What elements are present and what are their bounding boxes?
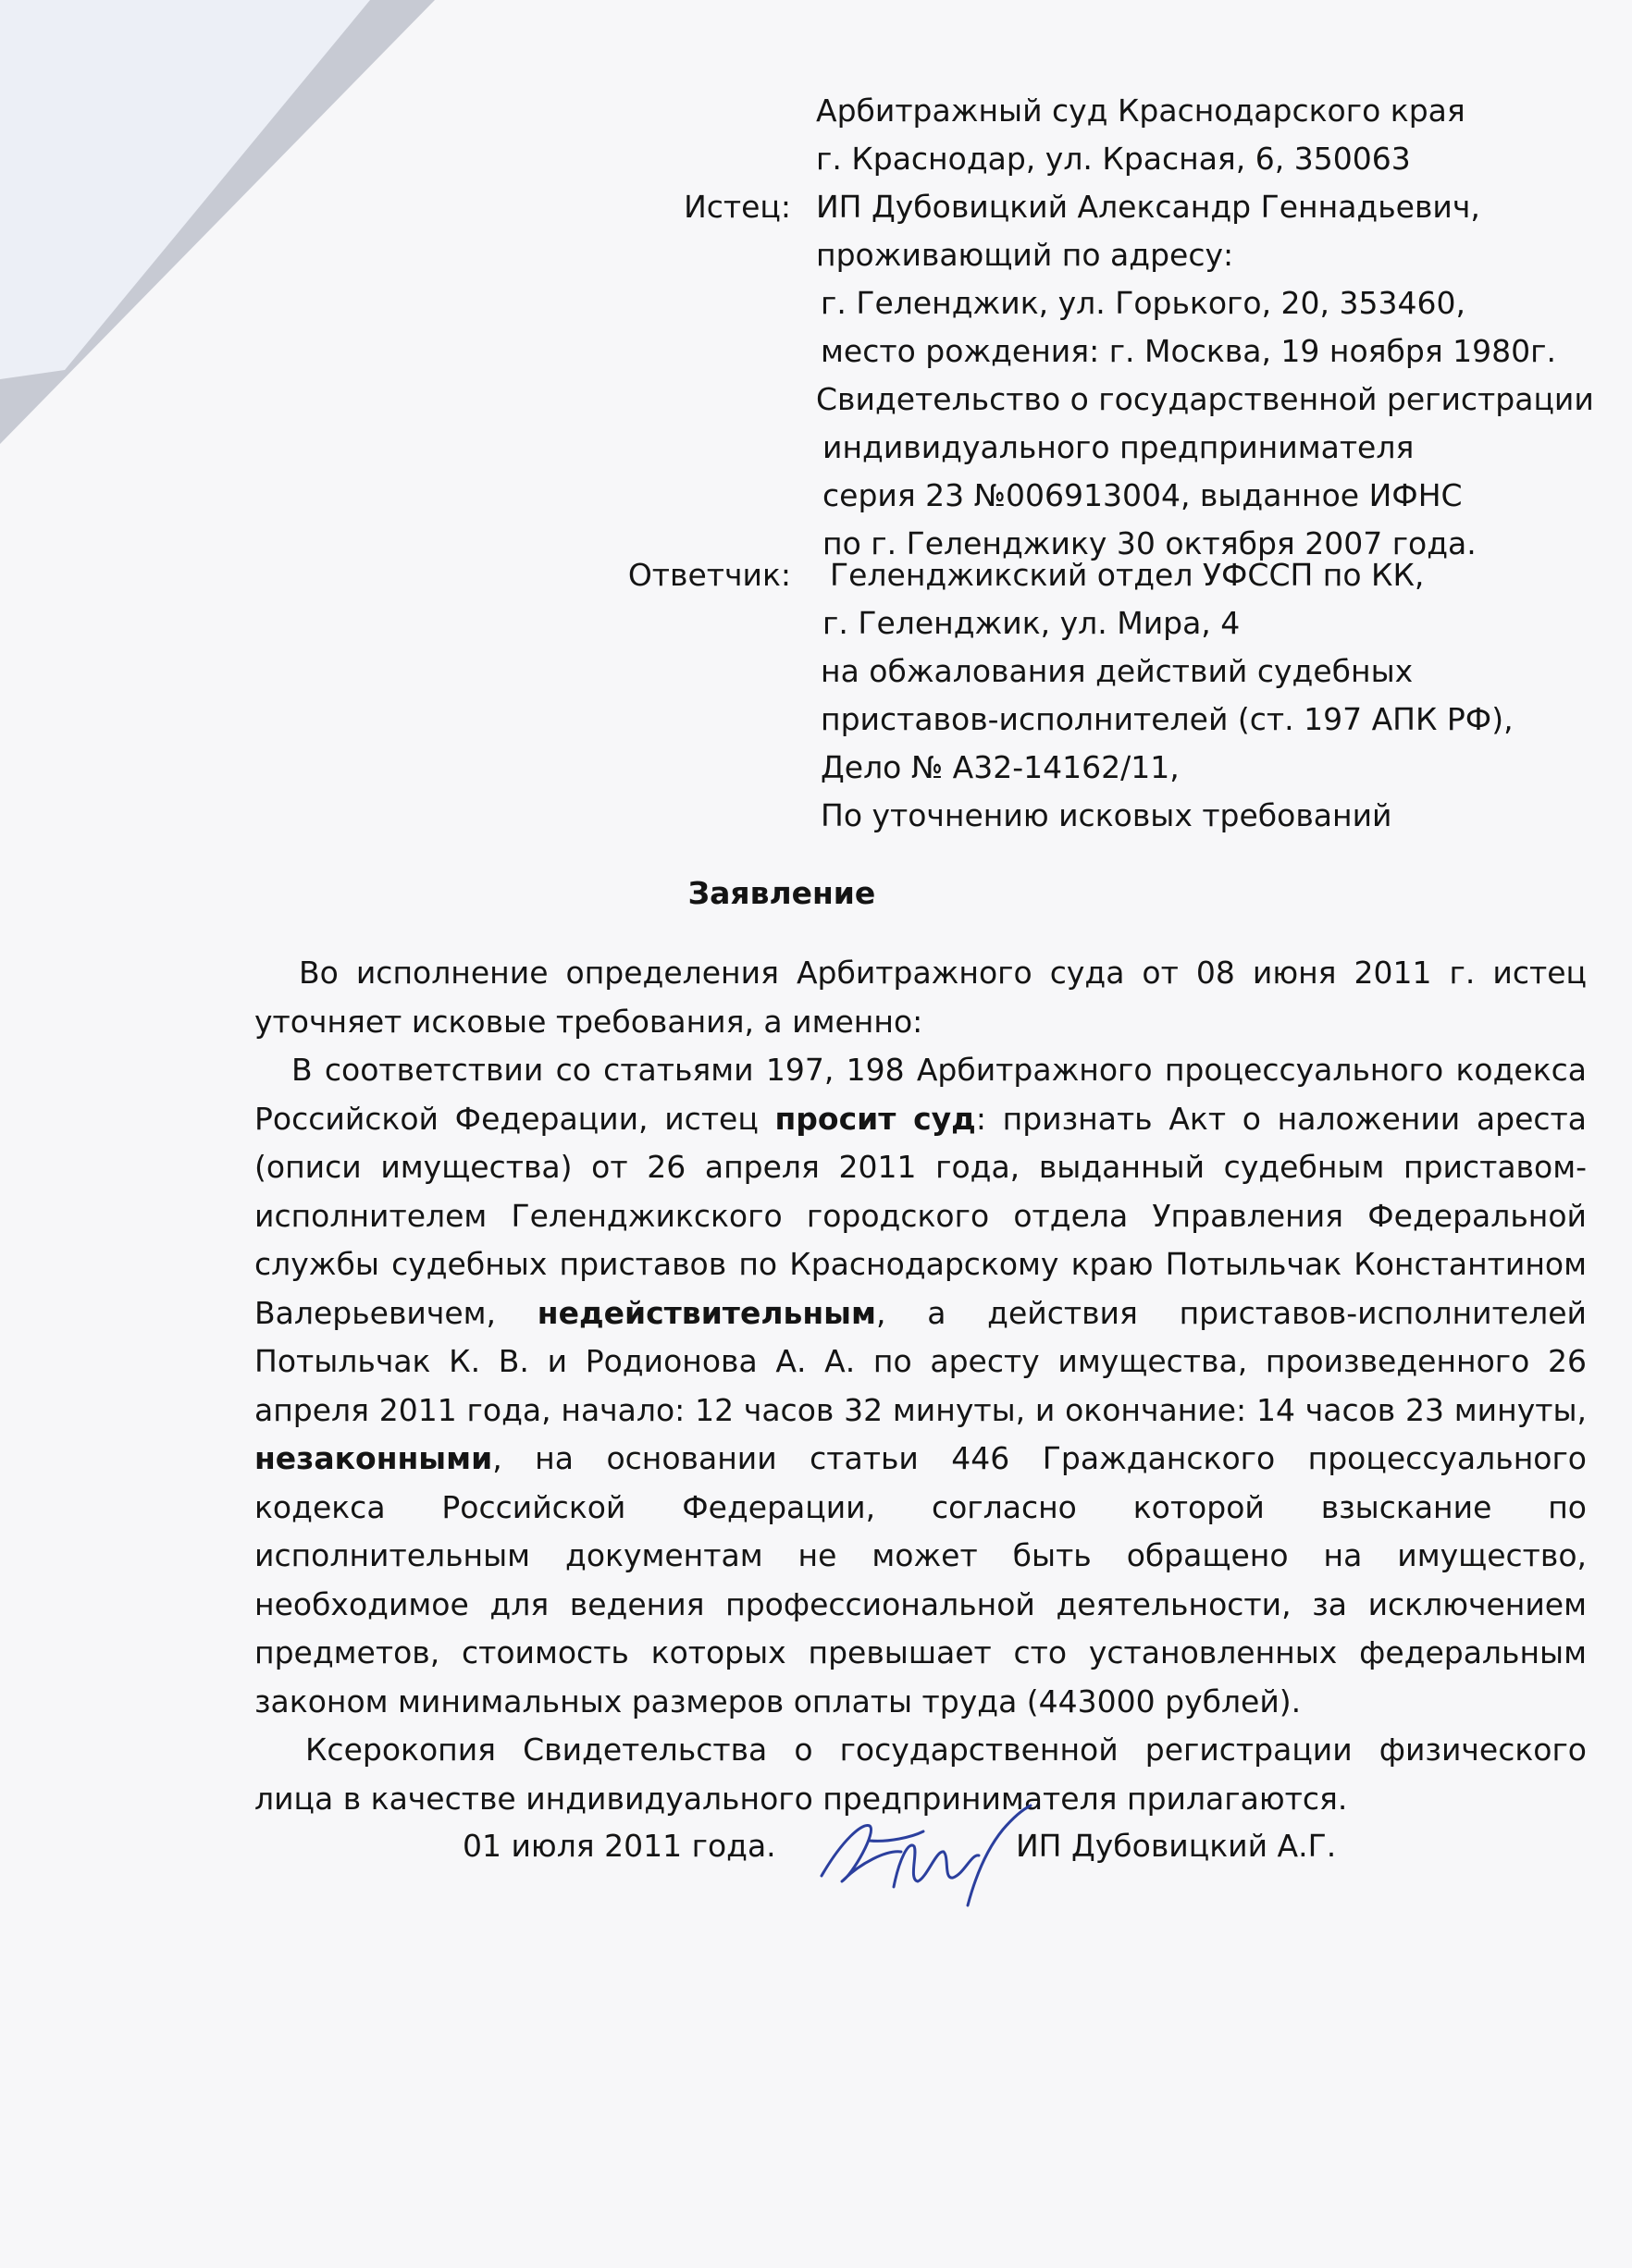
claim-emphasis-unlawful: незаконными: [254, 1440, 493, 1476]
paragraph-claim: [254, 1046, 1587, 1726]
claim-text-1: В соответствии со статьями 197, 198 Арбитражного процессуального кодекса Российской Федерации, истец: [254, 1052, 1587, 1137]
defendant-address: г. Геленджик, ул. Мира, 4: [822, 605, 1241, 641]
document-title: Заявление: [687, 875, 876, 911]
claim-text-4: , на основании статьи 446 Гражданского процессуального кодекса Российской Федерации, согласно которой взыскание по исполнительным документам не может быть обращено на имущество, необходимое для ведения профессиональной деятельности, за исключением предметов, стоимость которых превышает сто установленных федеральным законом минимальных размеров оплаты труда (443000 рублей).: [254, 1440, 1587, 1719]
plaintiff-name: ИП Дубовицкий Александр Геннадьевич,: [816, 189, 1480, 225]
document-body: [254, 949, 1587, 1823]
plaintiff-birthplace: место рождения: г. Москва, 19 ноября 1980г.: [821, 333, 1556, 369]
handwritten-signature: [805, 1785, 1045, 1915]
court-address: г. Краснодар, ул. Красная, 6, 350063: [816, 141, 1411, 177]
court-name: Арбитражный суд Краснодарского края: [816, 92, 1465, 129]
claim-emphasis-invalid: недействительным: [537, 1294, 876, 1331]
defendant-label: Ответчик:: [627, 557, 791, 593]
signer-name: ИП Дубовицкий А.Г.: [1016, 1828, 1337, 1864]
plaintiff-certificate-number: серия 23 №006913004, выданное ИФНС: [822, 477, 1463, 513]
claim-text-2: : признать Акт о наложении ареста (описи имущества) от 26 апреля 2011 года, выданный судебным приставом-исполнителем Геленджикского городского отдела Управления Федеральной службы судебных приставов по Краснодарскому краю Потыльчак Константином Валерьевичем,: [254, 1100, 1587, 1331]
plaintiff-label: Истец:: [684, 189, 791, 225]
case-number: Дело № А32-14162/11,: [821, 749, 1180, 785]
appeal-subject-cont: приставов-исполнителей (ст. 197 АПК РФ),: [821, 701, 1514, 737]
plaintiff-certificate-issuer: по г. Геленджику 30 октября 2007 года.: [822, 525, 1477, 561]
claim-text-3: , а действия приставов-исполнителей Потыльчак К. В. и Родионова А. А. по аресту имущества, произведенного 26 апреля 2011 года, начало: 12 часов 32 минуты, и окончание: 14 часов 23 минуты,: [254, 1294, 1587, 1428]
claim-emphasis-request: просит суд: [774, 1100, 976, 1137]
plaintiff-certificate: Свидетельство о государственной регистрации: [816, 381, 1594, 417]
paragraph-attachment: Ксерокопия Свидетельства о государственной регистрации физического лица в качестве индивидуального предпринимателя прилагаются.: [254, 1732, 1587, 1817]
plaintiff-address: г. Геленджик, ул. Горького, 20, 353460,: [821, 285, 1465, 321]
defendant-name: Геленджикский отдел УФССП по КК,: [830, 557, 1425, 593]
appeal-subject: на обжалования действий судебных: [821, 653, 1414, 689]
paragraph-intro: Во исполнение определения Арбитражного суда от 08 июня 2011 г. истец уточняет исковые требования, а именно:: [254, 955, 1587, 1040]
plaintiff-certificate-type: индивидуального предпринимателя: [822, 429, 1415, 465]
plaintiff-address-label: проживающий по адресу:: [816, 237, 1234, 273]
claim-clarification: По уточнению исковых требований: [821, 797, 1392, 833]
document-date: 01 июля 2011 года.: [463, 1828, 776, 1864]
